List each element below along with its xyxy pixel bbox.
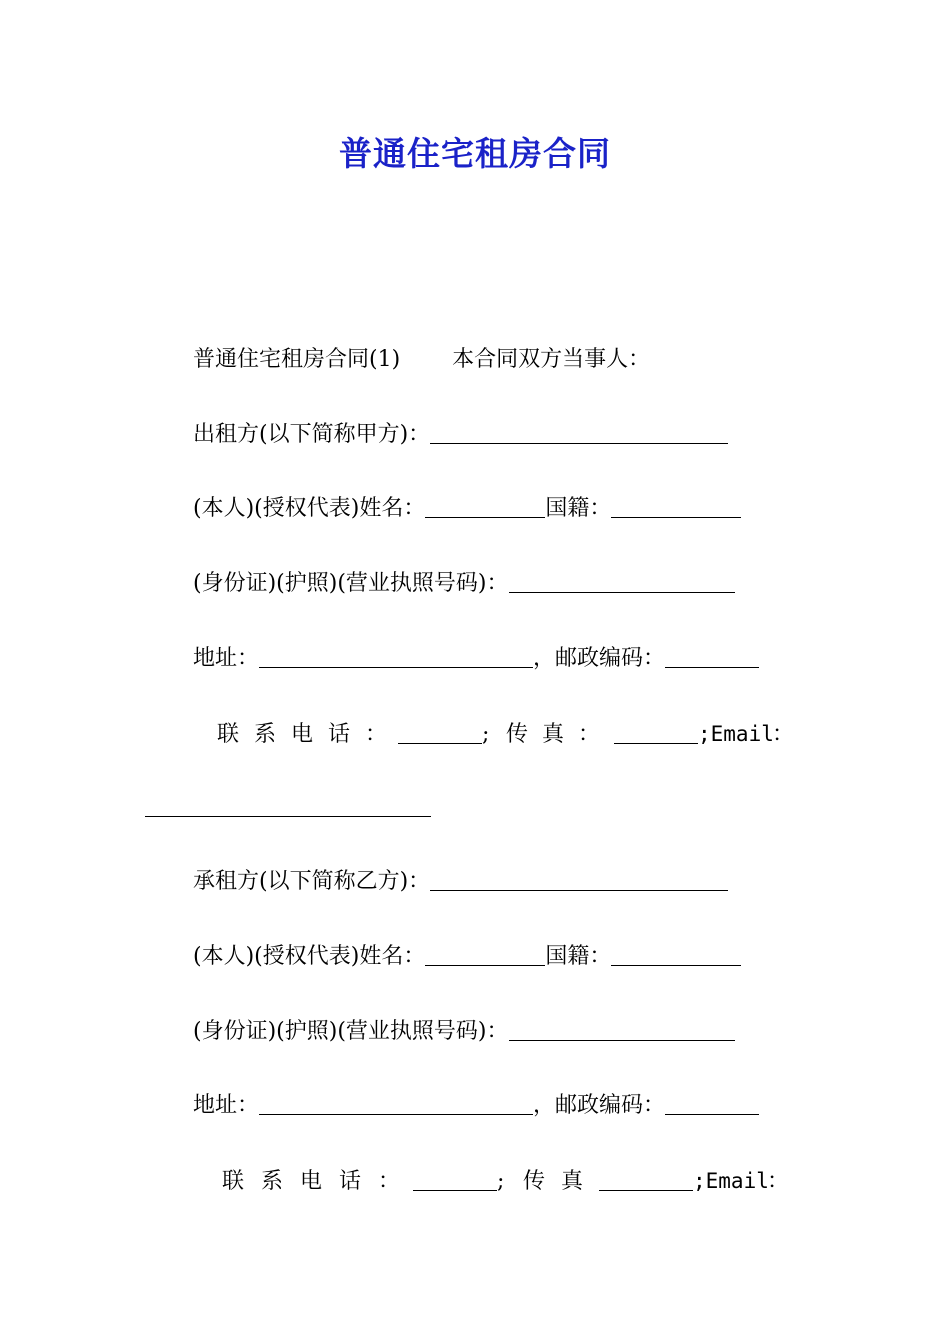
lessee-id-label: (身份证)(护照)(营业执照号码)： [193, 1019, 509, 1044]
fax-char: 真 [542, 722, 565, 747]
fax-char: 传 [506, 722, 529, 747]
lessor-address-line [193, 644, 759, 674]
lessor-nationality-blank[interactable] [611, 495, 741, 518]
fax-colon: ： [578, 722, 601, 747]
lessee-id-line [193, 1017, 735, 1047]
lessee-contact-line [222, 1166, 789, 1196]
phone-char: 联 [222, 1169, 245, 1194]
lessee-name-line [193, 942, 741, 972]
lessee-phone-blank[interactable] [413, 1168, 497, 1191]
fax-char: ; [497, 1169, 505, 1194]
lessor-id-label: (身份证)(护照)(营业执照号码)： [193, 571, 509, 596]
lessor-nationality-label: 国籍： [545, 496, 612, 521]
phone-char: 系 [254, 722, 277, 747]
document-title: 普通住宅租房合同 [339, 134, 611, 173]
lessee-fax-blank[interactable] [599, 1168, 693, 1191]
lessor-address-blank[interactable] [259, 645, 533, 668]
intro-line [193, 345, 650, 375]
lessor-phone-blank[interactable] [398, 721, 482, 744]
phone-char: 联 [217, 722, 240, 747]
lessor-contact-line [217, 719, 794, 749]
phone-char: 系 [261, 1169, 284, 1194]
lessee-postcode-blank[interactable] [665, 1092, 759, 1115]
phone-char: 话 [339, 1169, 362, 1194]
phone-colon: ： [365, 722, 388, 747]
lessor-name-line [193, 494, 741, 524]
lessee-postcode-label: ，邮政编码： [533, 1093, 666, 1118]
lessor-name-blank[interactable] [425, 495, 545, 518]
lessor-party-label: 出租方(以下简称甲方)： [193, 422, 431, 447]
phone-colon: ： [378, 1169, 401, 1194]
fax-char: ; [482, 722, 490, 747]
lessee-name-blank[interactable] [425, 943, 545, 966]
lessor-id-line [193, 569, 735, 599]
lessor-id-blank[interactable] [509, 570, 735, 593]
lessor-fax-blank[interactable] [614, 721, 698, 744]
fax-char: 传 [523, 1169, 546, 1194]
lessor-party-blank[interactable] [430, 421, 728, 444]
lessee-party-line [193, 867, 728, 897]
phone-char: 电 [300, 1169, 323, 1194]
lessor-email-label: ;Email [698, 722, 774, 746]
lessor-name-label: (本人)(授权代表)姓名： [193, 496, 426, 521]
lessee-nationality-blank[interactable] [611, 943, 741, 966]
phone-char: 话 [328, 722, 351, 747]
lessee-email-label: ;Email [693, 1169, 769, 1193]
lessee-party-blank[interactable] [430, 868, 728, 891]
lessor-email-colon: ： [772, 722, 795, 747]
lessee-party-label: 承租方(以下简称乙方)： [193, 869, 431, 894]
lessee-address-line [193, 1091, 759, 1121]
lessee-email-colon: ： [767, 1169, 790, 1194]
lessor-email-blank[interactable] [145, 816, 431, 817]
lessee-name-label: (本人)(授权代表)姓名： [193, 944, 426, 969]
phone-char: 电 [291, 722, 314, 747]
lessor-postcode-blank[interactable] [665, 645, 759, 668]
intro-left: 普通住宅租房合同(1) [193, 347, 401, 372]
lessor-party-line [193, 420, 728, 450]
lessor-postcode-label: ，邮政编码： [533, 646, 666, 671]
lessee-id-blank[interactable] [509, 1018, 735, 1041]
lessee-nationality-label: 国籍： [545, 944, 612, 969]
intro-right: 本合同双方当事人： [452, 347, 651, 372]
fax-char: 真 [561, 1169, 584, 1194]
lessee-address-label: 地址： [193, 1093, 260, 1118]
lessor-address-label: 地址： [193, 646, 260, 671]
lessee-address-blank[interactable] [259, 1092, 533, 1115]
